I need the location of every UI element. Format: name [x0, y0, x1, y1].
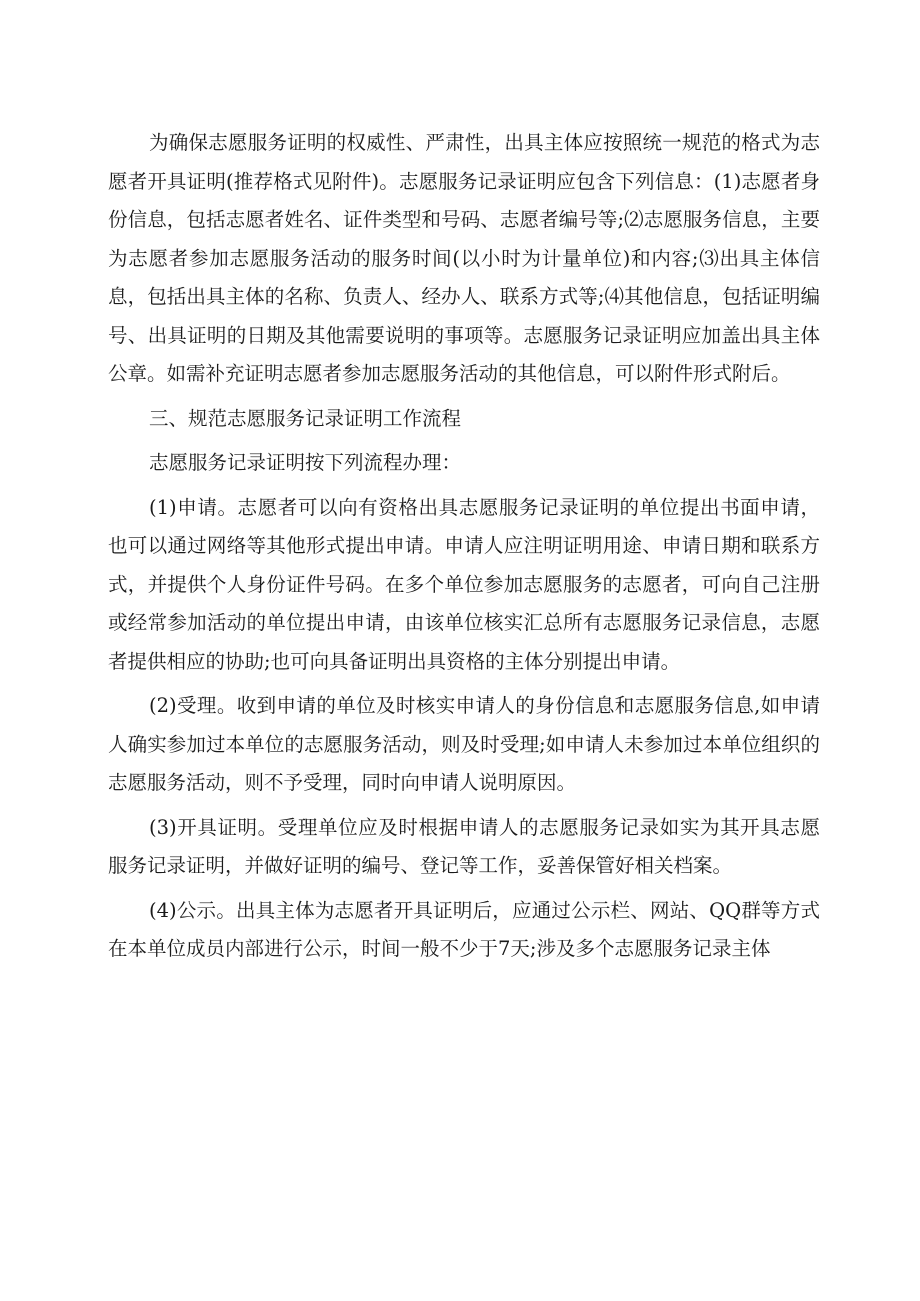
paragraph-step-accept: (2)受理。收到申请的单位及时核实申请人的身份信息和志愿服务信息,如申请人确实参加过本单位的志愿服务活动，则及时受理;如申请人未参加过本单位组织的志愿服务活动，则不予受理，同时向申请人说明原因。 — [108, 694, 820, 794]
paragraph-process-intro: 志愿服务记录证明按下列流程办理： — [149, 451, 462, 474]
paragraph-step-publicize: (4)公示。出具主体为志愿者开具证明后，应通过公示栏、网站、QQ群等方式在本单位成员内部进行公示，时间一般不少于7天;涉及多个志愿服务记录主体 — [108, 898, 820, 960]
paragraph-step-apply: (1)申请。志愿者可以向有资格出具志愿服务记录证明的单位提出书面申请，也可以通过网络等其他形式提出申请。申请人应注明证明用途、申请日期和联系方式，并提供个人身份证件号码。在多个单位参加志愿服务的志愿者，可向自己注册或经常参加活动的单位提出申请，由该单位核实汇总所有志愿服务记录信息，志愿者提供相应的协助;也可向具备证明出具资格的主体分别提出申请。 — [108, 495, 820, 673]
section-heading-3: 三、规范志愿服务记录证明工作流程 — [149, 406, 462, 430]
paragraph-step-issue: (3)开具证明。受理单位应及时根据申请人的志愿服务记录如实为其开具志愿服务记录证明，并做好证明的编号、登记等工作，妥善保管好相关档案。 — [108, 815, 820, 877]
document-page — [108, 124, 820, 969]
paragraph-certificate-format: 为确保志愿服务证明的权威性、严肃性，出具主体应按照统一规范的格式为志愿者开具证明(推荐格式见附件)。志愿服务记录证明应包含下列信息：(1)志愿者身份信息，包括志愿者姓名、证件类型和号码、志愿者编号等;⑵志愿服务信息，主要为志愿者参加志愿服务活动的服务时间(以小时为计量单位)和内容;⑶出具主体信息，包括出具主体的名称、负责人、经办人、联系方式等;⑷其他信息，包括证明编号、出具证明的日期及其他需要说明的事项等。志愿服务记录证明应加盖出具主体公章。如需补充证明志愿者参加志愿服务活动的其他信息，可以附件形式附后。 — [108, 131, 820, 385]
